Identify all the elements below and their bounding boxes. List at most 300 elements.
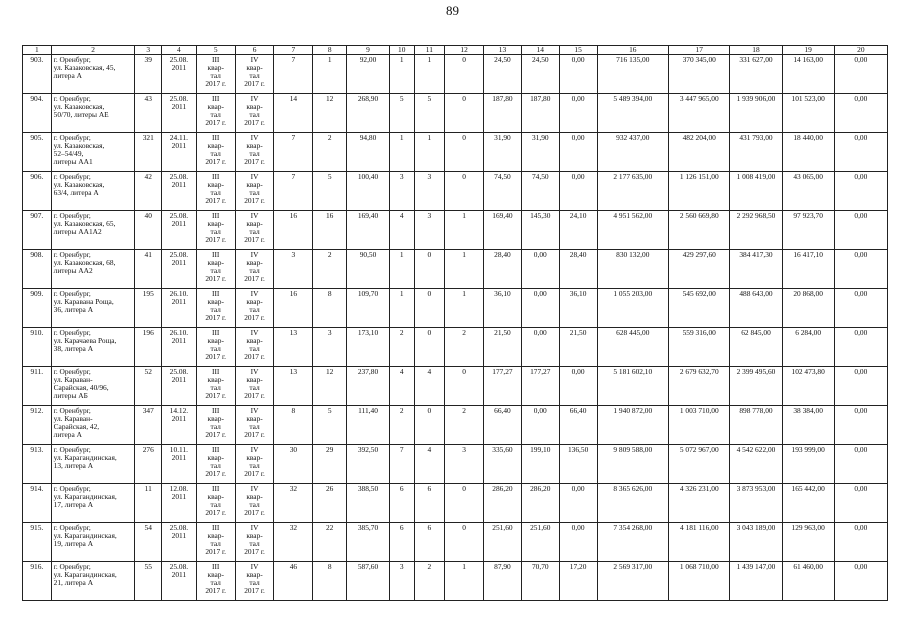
cell-cost-other: 0,00 xyxy=(834,94,887,133)
column-number: 9 xyxy=(347,46,390,55)
cell-cost-local: 18 440,00 xyxy=(782,133,834,172)
cell-area-private: 28,40 xyxy=(559,250,597,289)
cell-relocated-count: 26 xyxy=(313,484,347,523)
cell-row-number: 914. xyxy=(23,484,52,523)
cell-area-private: 0,00 xyxy=(559,367,597,406)
cell-cost-other: 0,00 xyxy=(834,250,887,289)
column-number: 7 xyxy=(274,46,313,55)
cell-cost-other: 0,00 xyxy=(834,133,887,172)
cell-cost-other: 0,00 xyxy=(834,172,887,211)
cell-cost-fund: 5 072 967,00 xyxy=(669,445,730,484)
cell-address: г. Оренбург, ул. Казаковская, 65, литеры АА1А2 xyxy=(51,211,135,250)
cell-units-private: 1 xyxy=(445,562,484,601)
cell-start-quarter: III квар- тал 2017 г. xyxy=(196,523,235,562)
cell-units-municipal: 1 xyxy=(414,55,445,94)
cell-cost-total: 7 354 268,00 xyxy=(597,523,669,562)
cell-residents-count: 16 xyxy=(274,211,313,250)
cell-relocated-count: 12 xyxy=(313,367,347,406)
column-number: 13 xyxy=(484,46,522,55)
column-number: 3 xyxy=(135,46,162,55)
cell-total-area: 94,80 xyxy=(347,133,390,172)
cell-relocated-count: 1 xyxy=(313,55,347,94)
table-row xyxy=(23,172,888,211)
cell-row-number: 915. xyxy=(23,523,52,562)
cell-cost-total: 932 437,00 xyxy=(597,133,669,172)
cell-cost-fund: 545 692,00 xyxy=(669,289,730,328)
table-row xyxy=(23,55,888,94)
cell-address: г. Оренбург, ул. Каравана Роща, 36, литера А xyxy=(51,289,135,328)
cell-object-id: 41 xyxy=(135,250,162,289)
cell-units-total: 3 xyxy=(389,172,414,211)
cell-area-total: 28,40 xyxy=(484,250,522,289)
cell-cost-region: 3 873 953,00 xyxy=(730,484,782,523)
cell-cost-total: 4 951 562,00 xyxy=(597,211,669,250)
table-row xyxy=(23,211,888,250)
cell-address: г. Оренбург, ул. Казаковская, 63/4, литера А xyxy=(51,172,135,211)
cell-start-quarter: III квар- тал 2017 г. xyxy=(196,328,235,367)
cell-cost-region: 62 845,00 xyxy=(730,328,782,367)
cell-address: г. Оренбург, ул. Казаковская, 68, литеры АА2 xyxy=(51,250,135,289)
cell-cost-local: 129 963,00 xyxy=(782,523,834,562)
cell-row-number: 909. xyxy=(23,289,52,328)
cell-start-quarter: III квар- тал 2017 г. xyxy=(196,211,235,250)
cell-units-municipal: 0 xyxy=(414,289,445,328)
cell-units-total: 4 xyxy=(389,211,414,250)
cell-cost-fund: 4 181 116,00 xyxy=(669,523,730,562)
cell-date: 25.08. 2011 xyxy=(162,367,197,406)
cell-units-total: 1 xyxy=(389,133,414,172)
cell-area-municipal: 187,80 xyxy=(521,94,559,133)
cell-total-area: 111,40 xyxy=(347,406,390,445)
cell-address: г. Оренбург, ул. Казаковская, 52–54/49, литеры АА1 xyxy=(51,133,135,172)
table-row xyxy=(23,523,888,562)
cell-object-id: 39 xyxy=(135,55,162,94)
cell-row-number: 910. xyxy=(23,328,52,367)
cell-relocated-count: 3 xyxy=(313,328,347,367)
column-number: 12 xyxy=(445,46,484,55)
cell-cost-local: 20 868,00 xyxy=(782,289,834,328)
cell-cost-local: 6 284,00 xyxy=(782,328,834,367)
cell-total-area: 169,40 xyxy=(347,211,390,250)
cell-row-number: 906. xyxy=(23,172,52,211)
column-number: 16 xyxy=(597,46,669,55)
cell-end-quarter: IV квар- тал 2017 г. xyxy=(235,562,274,601)
cell-area-total: 335,60 xyxy=(484,445,522,484)
cell-residents-count: 13 xyxy=(274,328,313,367)
cell-total-area: 90,50 xyxy=(347,250,390,289)
cell-area-private: 66,40 xyxy=(559,406,597,445)
cell-total-area: 385,70 xyxy=(347,523,390,562)
cell-cost-total: 830 132,00 xyxy=(597,250,669,289)
cell-end-quarter: IV квар- тал 2017 г. xyxy=(235,367,274,406)
cell-units-private: 3 xyxy=(445,445,484,484)
cell-cost-other: 0,00 xyxy=(834,211,887,250)
cell-object-id: 321 xyxy=(135,133,162,172)
cell-area-total: 66,40 xyxy=(484,406,522,445)
cell-residents-count: 7 xyxy=(274,55,313,94)
cell-units-municipal: 2 xyxy=(414,562,445,601)
cell-units-private: 0 xyxy=(445,94,484,133)
cell-cost-other: 0,00 xyxy=(834,406,887,445)
cell-area-municipal: 0,00 xyxy=(521,289,559,328)
cell-object-id: 276 xyxy=(135,445,162,484)
cell-row-number: 916. xyxy=(23,562,52,601)
cell-start-quarter: III квар- тал 2017 г. xyxy=(196,367,235,406)
cell-area-total: 74,50 xyxy=(484,172,522,211)
cell-relocated-count: 22 xyxy=(313,523,347,562)
cell-cost-fund: 3 447 965,00 xyxy=(669,94,730,133)
column-number: 19 xyxy=(782,46,834,55)
cell-end-quarter: IV квар- тал 2017 г. xyxy=(235,55,274,94)
cell-cost-fund: 370 345,00 xyxy=(669,55,730,94)
cell-cost-other: 0,00 xyxy=(834,445,887,484)
cell-cost-region: 2 399 495,60 xyxy=(730,367,782,406)
cell-row-number: 911. xyxy=(23,367,52,406)
cell-units-private: 1 xyxy=(445,211,484,250)
cell-units-total: 1 xyxy=(389,289,414,328)
cell-units-municipal: 0 xyxy=(414,328,445,367)
cell-residents-count: 14 xyxy=(274,94,313,133)
cell-units-municipal: 3 xyxy=(414,172,445,211)
cell-area-municipal: 70,70 xyxy=(521,562,559,601)
cell-end-quarter: IV квар- тал 2017 г. xyxy=(235,289,274,328)
cell-cost-other: 0,00 xyxy=(834,289,887,328)
cell-address: г. Оренбург, ул. Карагандинская, 13, литера А xyxy=(51,445,135,484)
cell-total-area: 237,80 xyxy=(347,367,390,406)
cell-area-private: 136,50 xyxy=(559,445,597,484)
cell-area-total: 251,60 xyxy=(484,523,522,562)
cell-area-private: 0,00 xyxy=(559,133,597,172)
table-row xyxy=(23,94,888,133)
cell-area-total: 21,50 xyxy=(484,328,522,367)
cell-units-municipal: 0 xyxy=(414,406,445,445)
cell-area-municipal: 0,00 xyxy=(521,250,559,289)
cell-area-total: 286,20 xyxy=(484,484,522,523)
cell-cost-other: 0,00 xyxy=(834,328,887,367)
cell-cost-region: 384 417,30 xyxy=(730,250,782,289)
cell-date: 25.08. 2011 xyxy=(162,562,197,601)
cell-object-id: 195 xyxy=(135,289,162,328)
cell-area-private: 0,00 xyxy=(559,523,597,562)
cell-end-quarter: IV квар- тал 2017 г. xyxy=(235,484,274,523)
column-number: 10 xyxy=(389,46,414,55)
cell-units-municipal: 1 xyxy=(414,133,445,172)
cell-cost-local: 38 384,00 xyxy=(782,406,834,445)
cell-start-quarter: III квар- тал 2017 г. xyxy=(196,94,235,133)
cell-area-private: 0,00 xyxy=(559,172,597,211)
cell-cost-fund: 1 068 710,00 xyxy=(669,562,730,601)
cell-area-total: 87,90 xyxy=(484,562,522,601)
column-number: 17 xyxy=(669,46,730,55)
cell-cost-local: 97 923,70 xyxy=(782,211,834,250)
cell-area-total: 31,90 xyxy=(484,133,522,172)
cell-area-municipal: 286,20 xyxy=(521,484,559,523)
cell-relocated-count: 12 xyxy=(313,94,347,133)
cell-cost-local: 43 065,00 xyxy=(782,172,834,211)
cell-cost-region: 4 542 622,00 xyxy=(730,445,782,484)
cell-total-area: 388,50 xyxy=(347,484,390,523)
cell-area-private: 0,00 xyxy=(559,94,597,133)
cell-residents-count: 7 xyxy=(274,133,313,172)
cell-cost-fund: 2 679 632,70 xyxy=(669,367,730,406)
table-row xyxy=(23,133,888,172)
table-row xyxy=(23,406,888,445)
cell-address: г. Оренбург, ул. Караван- Сарайская, 40/96, литеры АБ xyxy=(51,367,135,406)
cell-units-private: 0 xyxy=(445,55,484,94)
cell-object-id: 42 xyxy=(135,172,162,211)
cell-object-id: 52 xyxy=(135,367,162,406)
cell-cost-region: 3 043 189,00 xyxy=(730,523,782,562)
cell-row-number: 903. xyxy=(23,55,52,94)
cell-area-total: 24,50 xyxy=(484,55,522,94)
cell-residents-count: 32 xyxy=(274,523,313,562)
cell-area-municipal: 251,60 xyxy=(521,523,559,562)
cell-object-id: 43 xyxy=(135,94,162,133)
cell-address: г. Оренбург, ул. Казаковская, 45, литера А xyxy=(51,55,135,94)
column-number: 5 xyxy=(196,46,235,55)
cell-cost-region: 431 793,00 xyxy=(730,133,782,172)
cell-area-municipal: 199,10 xyxy=(521,445,559,484)
cell-cost-other: 0,00 xyxy=(834,367,887,406)
cell-relocated-count: 16 xyxy=(313,211,347,250)
cell-area-municipal: 145,30 xyxy=(521,211,559,250)
cell-date: 26.10. 2011 xyxy=(162,289,197,328)
cell-date: 14.12. 2011 xyxy=(162,406,197,445)
cell-start-quarter: III квар- тал 2017 г. xyxy=(196,484,235,523)
cell-date: 26.10. 2011 xyxy=(162,328,197,367)
cell-units-total: 7 xyxy=(389,445,414,484)
cell-cost-fund: 2 560 669,80 xyxy=(669,211,730,250)
cell-total-area: 268,90 xyxy=(347,94,390,133)
cell-units-total: 6 xyxy=(389,484,414,523)
cell-cost-total: 716 135,00 xyxy=(597,55,669,94)
cell-cost-total: 8 365 626,00 xyxy=(597,484,669,523)
cell-units-municipal: 6 xyxy=(414,484,445,523)
cell-row-number: 904. xyxy=(23,94,52,133)
cell-area-total: 187,80 xyxy=(484,94,522,133)
cell-units-private: 2 xyxy=(445,328,484,367)
cell-cost-region: 331 627,00 xyxy=(730,55,782,94)
column-number-row xyxy=(23,46,888,55)
cell-cost-other: 0,00 xyxy=(834,55,887,94)
cell-date: 25.08. 2011 xyxy=(162,94,197,133)
cell-residents-count: 32 xyxy=(274,484,313,523)
cell-units-private: 0 xyxy=(445,172,484,211)
cell-date: 24.11. 2011 xyxy=(162,133,197,172)
cell-date: 25.08. 2011 xyxy=(162,172,197,211)
cell-start-quarter: III квар- тал 2017 г. xyxy=(196,289,235,328)
cell-total-area: 587,60 xyxy=(347,562,390,601)
cell-units-municipal: 6 xyxy=(414,523,445,562)
cell-residents-count: 8 xyxy=(274,406,313,445)
cell-date: 12.08. 2011 xyxy=(162,484,197,523)
cell-row-number: 912. xyxy=(23,406,52,445)
cell-object-id: 55 xyxy=(135,562,162,601)
cell-area-private: 36,10 xyxy=(559,289,597,328)
cell-object-id: 40 xyxy=(135,211,162,250)
cell-address: г. Оренбург, ул. Карагандинская, 21, литера А xyxy=(51,562,135,601)
cell-relocated-count: 2 xyxy=(313,133,347,172)
column-number: 11 xyxy=(414,46,445,55)
cell-relocated-count: 8 xyxy=(313,562,347,601)
cell-end-quarter: IV квар- тал 2017 г. xyxy=(235,211,274,250)
cell-units-municipal: 4 xyxy=(414,445,445,484)
table-row xyxy=(23,289,888,328)
table-row xyxy=(23,328,888,367)
cell-residents-count: 3 xyxy=(274,250,313,289)
cell-date: 10.11. 2011 xyxy=(162,445,197,484)
cell-area-private: 0,00 xyxy=(559,484,597,523)
cell-cost-local: 16 417,10 xyxy=(782,250,834,289)
cell-units-municipal: 3 xyxy=(414,211,445,250)
cell-units-total: 2 xyxy=(389,406,414,445)
cell-start-quarter: III квар- тал 2017 г. xyxy=(196,562,235,601)
cell-cost-fund: 4 326 231,00 xyxy=(669,484,730,523)
cell-area-private: 17,20 xyxy=(559,562,597,601)
cell-total-area: 173,10 xyxy=(347,328,390,367)
cell-date: 25.08. 2011 xyxy=(162,523,197,562)
cell-cost-local: 165 442,00 xyxy=(782,484,834,523)
cell-address: г. Оренбург, ул. Карачаева Роща, 38, литера А xyxy=(51,328,135,367)
cell-cost-total: 628 445,00 xyxy=(597,328,669,367)
cell-units-private: 0 xyxy=(445,523,484,562)
cell-row-number: 913. xyxy=(23,445,52,484)
cell-total-area: 109,70 xyxy=(347,289,390,328)
table-row xyxy=(23,367,888,406)
cell-relocated-count: 5 xyxy=(313,172,347,211)
cell-end-quarter: IV квар- тал 2017 г. xyxy=(235,328,274,367)
cell-address: г. Оренбург, ул. Караван- Сарайская, 42, литера А xyxy=(51,406,135,445)
cell-relocated-count: 2 xyxy=(313,250,347,289)
cell-date: 25.08. 2011 xyxy=(162,211,197,250)
cell-end-quarter: IV квар- тал 2017 г. xyxy=(235,445,274,484)
column-number: 6 xyxy=(235,46,274,55)
column-number: 20 xyxy=(834,46,887,55)
cell-object-id: 347 xyxy=(135,406,162,445)
cell-start-quarter: III квар- тал 2017 г. xyxy=(196,445,235,484)
table-row xyxy=(23,484,888,523)
table-row xyxy=(23,562,888,601)
cell-end-quarter: IV квар- тал 2017 г. xyxy=(235,406,274,445)
column-number: 15 xyxy=(559,46,597,55)
cell-address: г. Оренбург, ул. Казаковская, 50/70, литеры АЕ xyxy=(51,94,135,133)
cell-area-municipal: 31,90 xyxy=(521,133,559,172)
cell-total-area: 392,50 xyxy=(347,445,390,484)
cell-cost-total: 5 489 394,00 xyxy=(597,94,669,133)
cell-cost-local: 61 460,00 xyxy=(782,562,834,601)
cell-units-private: 1 xyxy=(445,250,484,289)
cell-units-total: 5 xyxy=(389,94,414,133)
cell-cost-region: 1 439 147,00 xyxy=(730,562,782,601)
cell-units-private: 0 xyxy=(445,484,484,523)
cell-units-total: 4 xyxy=(389,367,414,406)
cell-units-municipal: 4 xyxy=(414,367,445,406)
cell-object-id: 196 xyxy=(135,328,162,367)
page-number: 89 xyxy=(446,3,459,18)
cell-area-municipal: 74,50 xyxy=(521,172,559,211)
cell-units-municipal: 5 xyxy=(414,94,445,133)
cell-cost-fund: 559 316,00 xyxy=(669,328,730,367)
cell-start-quarter: III квар- тал 2017 г. xyxy=(196,55,235,94)
cell-cost-total: 5 181 602,10 xyxy=(597,367,669,406)
cell-total-area: 100,40 xyxy=(347,172,390,211)
cell-cost-region: 898 778,00 xyxy=(730,406,782,445)
column-number: 8 xyxy=(313,46,347,55)
table-row xyxy=(23,250,888,289)
cell-residents-count: 16 xyxy=(274,289,313,328)
cell-cost-local: 193 999,00 xyxy=(782,445,834,484)
cell-area-total: 169,40 xyxy=(484,211,522,250)
cell-units-private: 0 xyxy=(445,133,484,172)
cell-area-municipal: 0,00 xyxy=(521,328,559,367)
cell-units-municipal: 0 xyxy=(414,250,445,289)
cell-units-private: 2 xyxy=(445,406,484,445)
cell-row-number: 907. xyxy=(23,211,52,250)
cell-residents-count: 30 xyxy=(274,445,313,484)
data-table xyxy=(22,45,888,601)
cell-row-number: 905. xyxy=(23,133,52,172)
cell-area-private: 24,10 xyxy=(559,211,597,250)
cell-cost-region: 488 643,00 xyxy=(730,289,782,328)
cell-cost-fund: 1 003 710,00 xyxy=(669,406,730,445)
cell-cost-fund: 429 297,60 xyxy=(669,250,730,289)
cell-units-total: 6 xyxy=(389,523,414,562)
cell-end-quarter: IV квар- тал 2017 г. xyxy=(235,94,274,133)
cell-object-id: 54 xyxy=(135,523,162,562)
cell-area-municipal: 0,00 xyxy=(521,406,559,445)
cell-relocated-count: 29 xyxy=(313,445,347,484)
table-row xyxy=(23,445,888,484)
cell-cost-fund: 482 204,00 xyxy=(669,133,730,172)
cell-area-total: 177,27 xyxy=(484,367,522,406)
cell-row-number: 908. xyxy=(23,250,52,289)
cell-address: г. Оренбург, ул. Карагандинская, 19, литера А xyxy=(51,523,135,562)
cell-cost-fund: 1 126 151,00 xyxy=(669,172,730,211)
cell-units-private: 1 xyxy=(445,289,484,328)
cell-object-id: 11 xyxy=(135,484,162,523)
cell-start-quarter: III квар- тал 2017 г. xyxy=(196,250,235,289)
cell-total-area: 92,00 xyxy=(347,55,390,94)
cell-cost-region: 1 008 419,00 xyxy=(730,172,782,211)
cell-address: г. Оренбург, ул. Карагандинская, 17, литера А xyxy=(51,484,135,523)
cell-cost-other: 0,00 xyxy=(834,523,887,562)
cell-cost-total: 2 569 317,00 xyxy=(597,562,669,601)
cell-residents-count: 13 xyxy=(274,367,313,406)
cell-start-quarter: III квар- тал 2017 г. xyxy=(196,406,235,445)
cell-units-private: 0 xyxy=(445,367,484,406)
cell-cost-region: 1 939 906,00 xyxy=(730,94,782,133)
cell-start-quarter: III квар- тал 2017 г. xyxy=(196,133,235,172)
cell-area-municipal: 177,27 xyxy=(521,367,559,406)
cell-units-total: 3 xyxy=(389,562,414,601)
cell-units-total: 1 xyxy=(389,250,414,289)
cell-cost-total: 1 055 203,00 xyxy=(597,289,669,328)
cell-relocated-count: 5 xyxy=(313,406,347,445)
cell-end-quarter: IV квар- тал 2017 г. xyxy=(235,172,274,211)
cell-residents-count: 46 xyxy=(274,562,313,601)
cell-units-total: 2 xyxy=(389,328,414,367)
cell-area-private: 0,00 xyxy=(559,55,597,94)
cell-cost-region: 2 292 968,50 xyxy=(730,211,782,250)
cell-area-municipal: 24,50 xyxy=(521,55,559,94)
cell-end-quarter: IV квар- тал 2017 г. xyxy=(235,523,274,562)
cell-cost-total: 1 940 872,00 xyxy=(597,406,669,445)
cell-date: 25.08. 2011 xyxy=(162,250,197,289)
cell-cost-other: 0,00 xyxy=(834,562,887,601)
cell-area-private: 21,50 xyxy=(559,328,597,367)
cell-cost-total: 9 809 588,00 xyxy=(597,445,669,484)
cell-date: 25.08. 2011 xyxy=(162,55,197,94)
